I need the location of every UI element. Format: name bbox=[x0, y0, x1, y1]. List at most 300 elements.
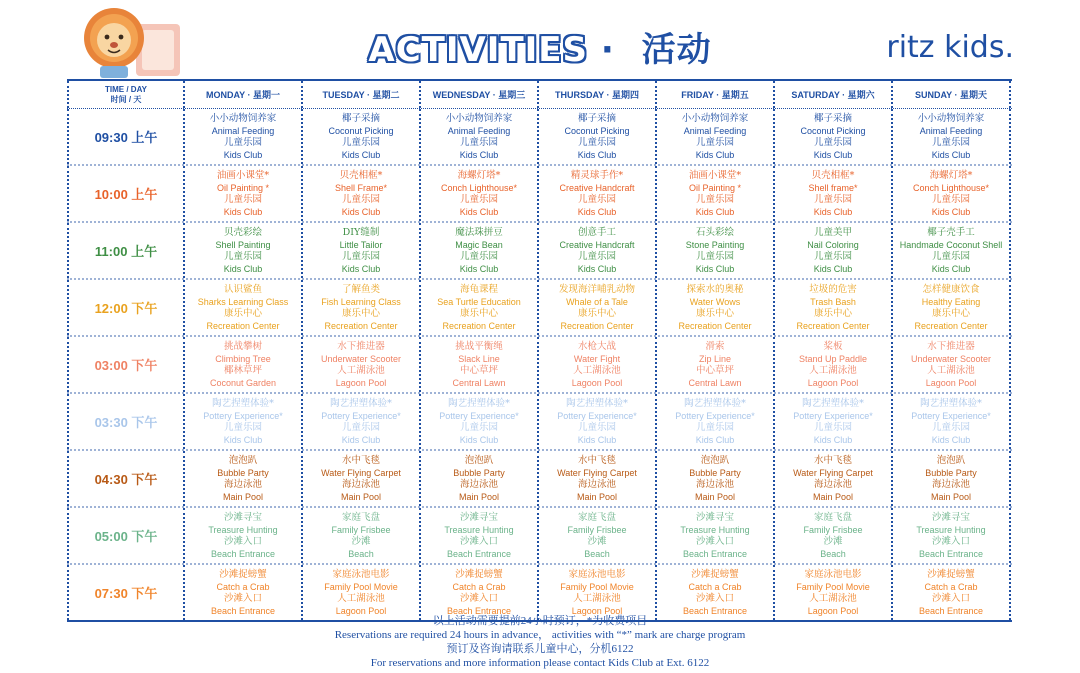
activity-cell bbox=[303, 166, 421, 221]
location-en: Beach bbox=[584, 548, 610, 559]
activity-name-cn: 沙滩捉螃蟹 bbox=[219, 568, 267, 580]
activity-cell bbox=[421, 337, 539, 392]
activity-cell bbox=[539, 565, 657, 620]
activity-name-cn: 小小动物饲养家 bbox=[917, 112, 985, 124]
activity-name-en: Treasure Hunting bbox=[444, 524, 514, 535]
activity-name-en: Family Frisbee bbox=[567, 524, 627, 535]
activity-cell bbox=[421, 223, 539, 278]
activity-name-cn: 家庭泳池电影 bbox=[568, 568, 626, 580]
activity-name-en: Coconut Picking bbox=[328, 125, 394, 136]
activity-name-en: Water Flying Carpet bbox=[321, 467, 401, 478]
activity-name-en: Water Flying Carpet bbox=[793, 467, 873, 478]
activity-name-en: Catch a Crab bbox=[216, 581, 270, 592]
activity-name-en: Shell Frame* bbox=[334, 182, 388, 193]
activity-name-en: Treasure Hunting bbox=[680, 524, 750, 535]
activity-name-cn: 陶艺捏塑体验* bbox=[684, 397, 746, 409]
location-en: Main Pool bbox=[458, 491, 500, 502]
time-slot-row bbox=[67, 508, 1012, 565]
activity-name-cn: 油画小课堂* bbox=[216, 169, 270, 181]
location-en: Kids Club bbox=[459, 434, 499, 445]
location-en: Central Lawn bbox=[688, 377, 742, 388]
location-en: Kids Club bbox=[577, 206, 617, 217]
footer-note-en: Reservations are required 24 hours in advance， activities with “*” mark are charge program bbox=[334, 629, 746, 641]
location-cn: 海边泳池 bbox=[695, 478, 734, 490]
location-cn: 沙滩入口 bbox=[223, 592, 262, 604]
activity-name-cn: 油画小课堂* bbox=[688, 169, 742, 181]
activity-name-en: Fish Learning Class bbox=[321, 296, 401, 307]
activity-name-cn: 家庭泳池电影 bbox=[804, 568, 862, 580]
location-cn: 沙滩 bbox=[823, 535, 843, 547]
activity-cell bbox=[303, 280, 421, 335]
day-header: TUESDAY · 星期二 bbox=[303, 81, 421, 108]
time-slot-row bbox=[67, 451, 1012, 508]
activity-cell bbox=[775, 109, 893, 164]
activity-name-en: Creative Handcraft bbox=[559, 182, 635, 193]
time-day-header bbox=[67, 81, 185, 108]
location-cn: 椰林草坪 bbox=[223, 364, 262, 376]
activity-name-en: Pottery Experience* bbox=[439, 410, 519, 421]
location-en: Kids Club bbox=[813, 206, 853, 217]
location-en: Main Pool bbox=[812, 491, 854, 502]
day-header: SUNDAY · 星期天 bbox=[893, 81, 1011, 108]
activity-name-cn: 沙滩寻宝 bbox=[695, 511, 734, 523]
activity-name-en: Slack Line bbox=[458, 353, 500, 364]
activity-cell bbox=[303, 337, 421, 392]
activity-name-cn: 水中飞毯 bbox=[813, 454, 852, 466]
ritz-kids-logo: ritz kids. bbox=[886, 30, 1014, 65]
activity-name-cn: 沙滩寻宝 bbox=[459, 511, 498, 523]
location-cn: 沙滩入口 bbox=[695, 535, 734, 547]
location-cn: 康乐中心 bbox=[459, 307, 498, 319]
location-cn: 儿童乐园 bbox=[459, 136, 498, 148]
activity-cell bbox=[539, 109, 657, 164]
time-label: 10:00 上午 bbox=[67, 166, 185, 221]
location-cn: 沙滩入口 bbox=[223, 535, 262, 547]
location-cn: 海边泳池 bbox=[341, 478, 380, 490]
location-cn: 人工湖泳池 bbox=[927, 364, 975, 376]
activity-name-en: Bubble Party bbox=[453, 467, 505, 478]
location-cn: 康乐中心 bbox=[341, 307, 380, 319]
location-cn: 儿童乐园 bbox=[695, 193, 734, 205]
time-label: 03:00 下午 bbox=[67, 337, 185, 392]
activity-name-en: Zip Line bbox=[698, 353, 732, 364]
location-cn: 儿童乐园 bbox=[459, 250, 498, 262]
activity-name-en: Bubble Party bbox=[689, 467, 741, 478]
title-separator: · bbox=[600, 30, 615, 70]
activity-cell bbox=[893, 223, 1011, 278]
activity-name-cn: 小小动物饲养家 bbox=[209, 112, 277, 124]
location-en: Kids Club bbox=[341, 206, 381, 217]
location-en: Kids Club bbox=[931, 434, 971, 445]
day-header: SATURDAY · 星期六 bbox=[775, 81, 893, 108]
activity-cell bbox=[539, 337, 657, 392]
location-cn: 儿童乐园 bbox=[577, 193, 616, 205]
activity-name-cn: 怎样健康饮食 bbox=[922, 283, 980, 295]
activity-cell bbox=[421, 166, 539, 221]
location-en: Central Lawn bbox=[452, 377, 506, 388]
activity-name-en: Pottery Experience* bbox=[793, 410, 873, 421]
location-en: Beach Entrance bbox=[210, 605, 276, 616]
activity-name-en: Family Pool Movie bbox=[324, 581, 398, 592]
activity-name-en: Family Pool Movie bbox=[796, 581, 870, 592]
activity-name-cn: 海螺灯塔* bbox=[457, 169, 501, 181]
activity-name-cn: 沙滩寻宝 bbox=[931, 511, 970, 523]
activity-name-cn: 椰子采摘 bbox=[341, 112, 380, 124]
activity-name-cn: 小小动物饲养家 bbox=[445, 112, 513, 124]
activity-name-en: Little Tailor bbox=[339, 239, 383, 250]
location-cn: 沙滩入口 bbox=[931, 592, 970, 604]
activity-name-cn: 泡泡趴 bbox=[936, 454, 966, 466]
activity-name-en: Conch Lighthouse* bbox=[912, 182, 990, 193]
location-cn: 儿童乐园 bbox=[223, 136, 262, 148]
activity-name-en: Pottery Experience* bbox=[321, 410, 401, 421]
day-header: THURSDAY · 星期四 bbox=[539, 81, 657, 108]
activity-cell bbox=[657, 451, 775, 506]
location-cn: 人工湖泳池 bbox=[337, 592, 385, 604]
activity-name-en: Underwater Scooter bbox=[910, 353, 992, 364]
activity-cell bbox=[303, 451, 421, 506]
location-cn: 儿童乐园 bbox=[577, 250, 616, 262]
location-cn: 儿童乐园 bbox=[695, 421, 734, 433]
activity-cell bbox=[539, 451, 657, 506]
activity-cell bbox=[303, 394, 421, 449]
activity-name-cn: 沙滩捉螃蟹 bbox=[691, 568, 739, 580]
activity-cell bbox=[775, 166, 893, 221]
activity-cell bbox=[185, 109, 303, 164]
activity-cell bbox=[421, 565, 539, 620]
location-cn: 儿童乐园 bbox=[341, 136, 380, 148]
location-cn: 儿童乐园 bbox=[459, 421, 498, 433]
activity-name-en: Oil Painting * bbox=[216, 182, 270, 193]
time-label: 12:00 下午 bbox=[67, 280, 185, 335]
location-en: Kids Club bbox=[695, 206, 735, 217]
activity-name-cn: 家庭飞盘 bbox=[341, 511, 380, 523]
activity-name-en: Climbing Tree bbox=[215, 353, 271, 364]
location-en: Lagoon Pool bbox=[335, 377, 387, 388]
location-en: Coconut Garden bbox=[209, 377, 277, 388]
activity-cell bbox=[421, 508, 539, 563]
location-en: Beach Entrance bbox=[918, 548, 984, 559]
location-en: Beach Entrance bbox=[918, 605, 984, 616]
activity-name-en: Coconut Picking bbox=[800, 125, 866, 136]
activity-name-cn: 海龟课程 bbox=[459, 283, 498, 295]
activity-name-en: Animal Feeding bbox=[447, 125, 511, 136]
activity-name-cn: 陶艺捏塑体验* bbox=[566, 397, 628, 409]
time-slot-row bbox=[67, 280, 1012, 337]
location-en: Lagoon Pool bbox=[807, 605, 859, 616]
activity-name-en: Pottery Experience* bbox=[557, 410, 637, 421]
location-cn: 儿童乐园 bbox=[341, 193, 380, 205]
activity-name-cn: 创意手工 bbox=[577, 226, 616, 238]
location-cn: 儿童乐园 bbox=[695, 136, 734, 148]
location-cn: 儿童乐园 bbox=[813, 250, 852, 262]
day-header: WEDNESDAY · 星期三 bbox=[421, 81, 539, 108]
activity-name-en: Stand Up Paddle bbox=[798, 353, 868, 364]
location-en: Kids Club bbox=[931, 263, 971, 274]
activity-name-en: Conch Lighthouse* bbox=[440, 182, 518, 193]
schedule-table bbox=[67, 79, 1012, 622]
activity-name-cn: 陶艺捏塑体验* bbox=[448, 397, 510, 409]
activity-name-cn: 发现海洋哺乳动物 bbox=[558, 283, 635, 295]
activity-cell bbox=[421, 451, 539, 506]
activity-name-en: Pottery Experience* bbox=[675, 410, 755, 421]
activity-name-en: Underwater Scooter bbox=[320, 353, 402, 364]
location-cn: 沙滩入口 bbox=[459, 592, 498, 604]
activity-cell bbox=[657, 337, 775, 392]
activity-name-cn: 家庭飞盘 bbox=[813, 511, 852, 523]
location-en: Kids Club bbox=[813, 434, 853, 445]
activity-cell bbox=[657, 508, 775, 563]
location-cn: 沙滩入口 bbox=[695, 592, 734, 604]
activity-cell bbox=[539, 223, 657, 278]
activity-name-en: Shell Painting bbox=[215, 239, 271, 250]
activity-name-cn: 家庭泳池电影 bbox=[332, 568, 390, 580]
location-cn: 海边泳池 bbox=[459, 478, 498, 490]
location-en: Lagoon Pool bbox=[925, 377, 977, 388]
activity-name-cn: 泡泡趴 bbox=[464, 454, 494, 466]
location-cn: 中心草坪 bbox=[695, 364, 734, 376]
activity-name-cn: 贝壳相框* bbox=[811, 169, 855, 181]
location-en: Kids Club bbox=[223, 434, 263, 445]
activity-name-en: Water Flying Carpet bbox=[557, 467, 637, 478]
location-cn: 人工湖泳池 bbox=[573, 592, 621, 604]
activity-cell bbox=[657, 565, 775, 620]
location-cn: 人工湖泳池 bbox=[573, 364, 621, 376]
activity-cell bbox=[893, 394, 1011, 449]
time-label: 11:00 上午 bbox=[67, 223, 185, 278]
location-en: Kids Club bbox=[223, 206, 263, 217]
activity-name-en: Pottery Experience* bbox=[911, 410, 991, 421]
location-cn: 人工湖泳池 bbox=[809, 592, 857, 604]
location-en: Kids Club bbox=[813, 149, 853, 160]
footer-contact-en: For reservations and more information please contact Kids Club at Ext. 6122 bbox=[370, 657, 710, 669]
activity-name-cn: 水中飞毯 bbox=[341, 454, 380, 466]
activity-cell bbox=[775, 451, 893, 506]
day-header: FRIDAY · 星期五 bbox=[657, 81, 775, 108]
activity-name-en: Treasure Hunting bbox=[916, 524, 986, 535]
activity-cell bbox=[775, 508, 893, 563]
location-en: Beach Entrance bbox=[210, 548, 276, 559]
location-cn: 儿童乐园 bbox=[577, 136, 616, 148]
location-en: Kids Club bbox=[577, 434, 617, 445]
activity-name-cn: DIY缝制 bbox=[342, 226, 380, 238]
location-cn: 沙滩 bbox=[351, 535, 371, 547]
activity-name-en: Water Fight bbox=[573, 353, 621, 364]
activity-cell bbox=[657, 280, 775, 335]
location-en: Kids Club bbox=[695, 434, 735, 445]
location-en: Recreation Center bbox=[442, 320, 516, 331]
location-cn: 儿童乐园 bbox=[931, 421, 970, 433]
location-en: Beach Entrance bbox=[446, 605, 512, 616]
location-cn: 沙滩入口 bbox=[931, 535, 970, 547]
activity-name-cn: 椰子采摘 bbox=[577, 112, 616, 124]
location-en: Lagoon Pool bbox=[335, 605, 387, 616]
location-cn: 海边泳池 bbox=[223, 478, 262, 490]
activity-name-en: Family Frisbee bbox=[331, 524, 391, 535]
activity-cell bbox=[893, 565, 1011, 620]
activity-cell bbox=[657, 166, 775, 221]
activity-cell bbox=[185, 508, 303, 563]
location-en: Recreation Center bbox=[324, 320, 398, 331]
activity-name-en: Family Frisbee bbox=[803, 524, 863, 535]
time-slot-row bbox=[67, 109, 1012, 166]
activity-name-cn: 精灵球手作* bbox=[570, 169, 624, 181]
activity-cell bbox=[539, 394, 657, 449]
location-cn: 儿童乐园 bbox=[223, 250, 262, 262]
location-cn: 儿童乐园 bbox=[341, 421, 380, 433]
location-en: Kids Club bbox=[931, 206, 971, 217]
activity-name-en: Healthy Eating bbox=[921, 296, 981, 307]
location-en: Kids Club bbox=[341, 263, 381, 274]
time-label: 03:30 下午 bbox=[67, 394, 185, 449]
footer-contact-cn: 预订及咨询请联系儿童中心，分机6122 bbox=[446, 643, 634, 655]
activity-cell bbox=[421, 280, 539, 335]
location-en: Lagoon Pool bbox=[571, 605, 623, 616]
location-en: Recreation Center bbox=[914, 320, 988, 331]
activity-name-en: Sharks Learning Class bbox=[197, 296, 289, 307]
location-cn: 康乐中心 bbox=[695, 307, 734, 319]
activity-name-en: Animal Feeding bbox=[919, 125, 983, 136]
activity-name-en: Shell frame* bbox=[808, 182, 858, 193]
activity-name-cn: 小小动物饲养家 bbox=[681, 112, 749, 124]
activity-cell bbox=[775, 394, 893, 449]
activity-name-cn: 水中飞毯 bbox=[577, 454, 616, 466]
activity-name-cn: 认识鲨鱼 bbox=[223, 283, 262, 295]
location-cn: 儿童乐园 bbox=[577, 421, 616, 433]
location-en: Kids Club bbox=[577, 149, 617, 160]
time-slot-row bbox=[67, 166, 1012, 223]
activity-name-cn: 沙滩寻宝 bbox=[223, 511, 262, 523]
location-cn: 儿童乐园 bbox=[931, 136, 970, 148]
activity-cell bbox=[303, 109, 421, 164]
footer-note-cn: 以上活动需要提前24小时预订，*为收费项目 bbox=[432, 615, 648, 627]
activity-name-cn: 陶艺捏塑体验* bbox=[330, 397, 392, 409]
location-cn: 儿童乐园 bbox=[223, 421, 262, 433]
activity-name-en: Whale of a Tale bbox=[566, 296, 628, 307]
title-cn: 活动 bbox=[641, 30, 712, 70]
activity-name-en: Catch a Crab bbox=[688, 581, 742, 592]
activity-name-cn: 了解鱼类 bbox=[341, 283, 380, 295]
activity-name-en: Nail Coloring bbox=[807, 239, 859, 250]
location-en: Lagoon Pool bbox=[571, 377, 623, 388]
location-cn: 中心草坪 bbox=[459, 364, 498, 376]
activity-name-cn: 椰子采摘 bbox=[813, 112, 852, 124]
location-en: Kids Club bbox=[577, 263, 617, 274]
activity-cell bbox=[421, 109, 539, 164]
location-en: Main Pool bbox=[576, 491, 618, 502]
activity-name-en: Oil Painting * bbox=[688, 182, 742, 193]
activity-cell bbox=[657, 109, 775, 164]
activity-name-en: Family Pool Movie bbox=[560, 581, 634, 592]
activity-cell bbox=[185, 280, 303, 335]
activity-name-cn: 贝壳彩绘 bbox=[223, 226, 262, 238]
activity-cell bbox=[539, 508, 657, 563]
location-cn: 儿童乐园 bbox=[813, 136, 852, 148]
location-en: Recreation Center bbox=[560, 320, 634, 331]
activity-name-cn: 陶艺捏塑体验* bbox=[212, 397, 274, 409]
location-cn: 人工湖泳池 bbox=[809, 364, 857, 376]
activity-name-cn: 陶艺捏塑体验* bbox=[802, 397, 864, 409]
location-en: Kids Club bbox=[341, 434, 381, 445]
location-cn: 海边泳池 bbox=[813, 478, 852, 490]
activity-name-en: Stone Painting bbox=[685, 239, 745, 250]
activity-name-en: Coconut Picking bbox=[564, 125, 630, 136]
activity-name-cn: 泡泡趴 bbox=[228, 454, 258, 466]
activity-cell bbox=[185, 394, 303, 449]
location-en: Kids Club bbox=[459, 263, 499, 274]
activity-name-cn: 水下推进器 bbox=[927, 340, 975, 352]
location-en: Beach Entrance bbox=[682, 605, 748, 616]
day-header: MONDAY · 星期一 bbox=[185, 81, 303, 108]
activity-name-cn: 沙滩捉螃蟹 bbox=[455, 568, 503, 580]
location-en: Kids Club bbox=[341, 149, 381, 160]
location-cn: 海边泳池 bbox=[577, 478, 616, 490]
time-label: 04:30 下午 bbox=[67, 451, 185, 506]
location-en: Kids Club bbox=[459, 149, 499, 160]
time-label: 05:00 下午 bbox=[67, 508, 185, 563]
activity-name-cn: 泡泡趴 bbox=[700, 454, 730, 466]
activity-name-en: Animal Feeding bbox=[211, 125, 275, 136]
activity-name-en: Water Wows bbox=[689, 296, 741, 307]
location-en: Kids Club bbox=[695, 149, 735, 160]
activity-name-cn: 贝壳相框* bbox=[339, 169, 383, 181]
location-cn: 沙滩 bbox=[587, 535, 607, 547]
location-cn: 沙滩入口 bbox=[459, 535, 498, 547]
location-cn: 康乐中心 bbox=[813, 307, 852, 319]
activity-cell bbox=[893, 451, 1011, 506]
activity-name-en: Pottery Experience* bbox=[203, 410, 283, 421]
header bbox=[0, 0, 1080, 78]
activity-name-cn: 魔法珠拼豆 bbox=[455, 226, 503, 238]
header-row bbox=[67, 81, 1012, 109]
activity-cell bbox=[657, 223, 775, 278]
activity-name-cn: 沙滩捉螃蟹 bbox=[927, 568, 975, 580]
activity-cell bbox=[775, 565, 893, 620]
location-en: Beach bbox=[348, 548, 374, 559]
activity-name-cn: 挑战平衡绳 bbox=[455, 340, 503, 352]
activity-cell bbox=[775, 337, 893, 392]
activity-cell bbox=[303, 565, 421, 620]
activity-name-cn: 陶艺捏塑体验* bbox=[920, 397, 982, 409]
time-slot-row bbox=[67, 337, 1012, 394]
activity-name-cn: 石头彩绘 bbox=[695, 226, 734, 238]
activity-name-cn: 家庭飞盘 bbox=[577, 511, 616, 523]
location-en: Recreation Center bbox=[678, 320, 752, 331]
activity-name-cn: 探索水的奥秘 bbox=[686, 283, 744, 295]
activity-name-cn: 椰子壳手工 bbox=[927, 226, 975, 238]
activity-name-cn: 桨板 bbox=[823, 340, 843, 352]
location-en: Kids Club bbox=[695, 263, 735, 274]
activity-cell bbox=[185, 337, 303, 392]
time-label-en: TIME / DAY bbox=[105, 84, 147, 94]
activity-name-en: Treasure Hunting bbox=[208, 524, 278, 535]
location-en: Main Pool bbox=[694, 491, 736, 502]
location-cn: 康乐中心 bbox=[931, 307, 970, 319]
location-en: Kids Club bbox=[931, 149, 971, 160]
activity-cell bbox=[539, 280, 657, 335]
location-cn: 人工湖泳池 bbox=[337, 364, 385, 376]
activity-cell bbox=[185, 166, 303, 221]
activity-cell bbox=[657, 394, 775, 449]
activity-name-cn: 水下推进器 bbox=[337, 340, 385, 352]
activity-name-cn: 儿童美甲 bbox=[813, 226, 852, 238]
activity-name-en: Sea Turtle Education bbox=[437, 296, 521, 307]
location-cn: 康乐中心 bbox=[577, 307, 616, 319]
location-cn: 儿童乐园 bbox=[931, 193, 970, 205]
activity-name-en: Animal Feeding bbox=[683, 125, 747, 136]
location-cn: 儿童乐园 bbox=[813, 421, 852, 433]
activity-cell bbox=[775, 280, 893, 335]
